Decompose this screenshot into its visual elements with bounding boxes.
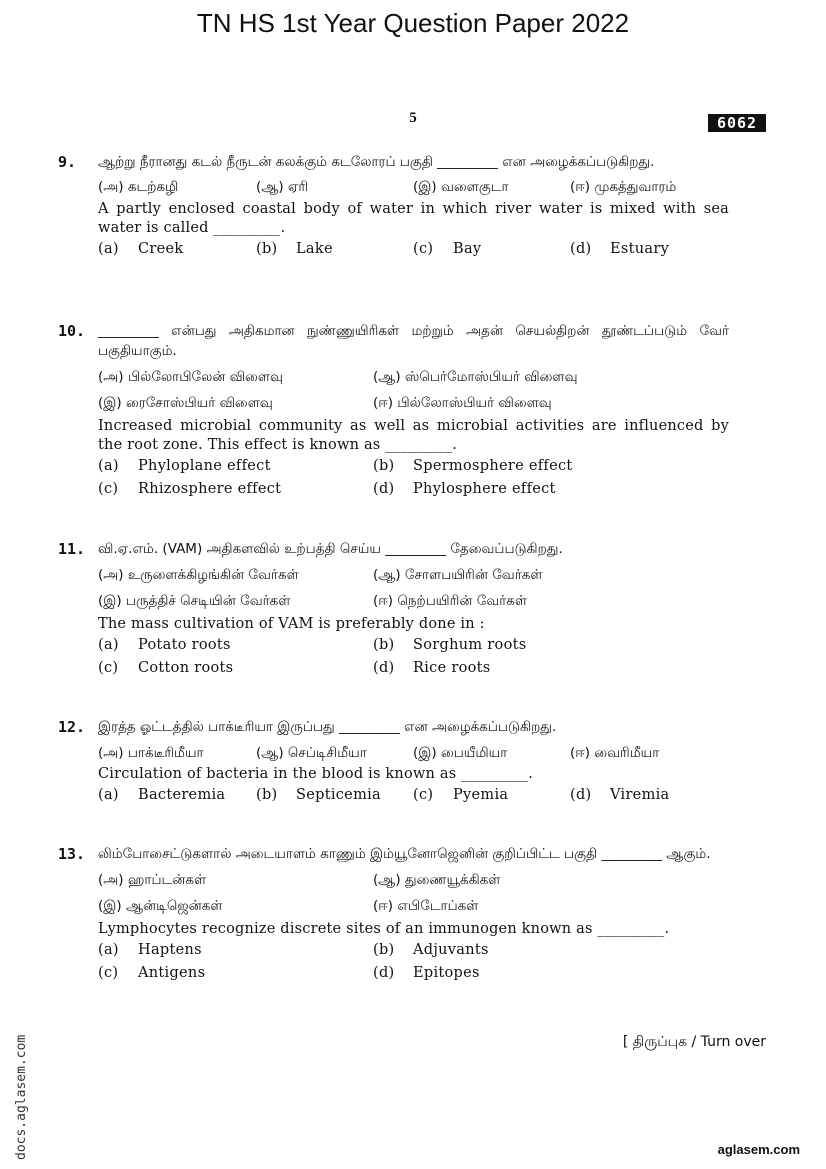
tamil-option: (ஆ) துணையூக்கிகள்	[373, 872, 501, 888]
question-number: 13.	[58, 845, 86, 863]
english-option: (d) Rice roots	[373, 660, 491, 676]
question-number: 10.	[58, 322, 86, 340]
tamil-question-text: ஆற்று நீரானது கடல் நீருடன் கலக்கும் கடலோரப் பகுதி _________ என அழைக்கப்படுகிறது.	[98, 154, 655, 170]
english-option: (a) Potato roots	[98, 637, 231, 653]
tamil-option: (அ) பில்லோபிலேன் விளைவு	[98, 369, 283, 385]
english-option: (b) Sorghum roots	[373, 637, 527, 653]
tamil-option: (இ) பருத்திச் செடியின் வேர்கள்	[98, 593, 291, 609]
english-option: (c) Antigens	[98, 965, 206, 981]
english-question-text: Increased microbial community as well as microbial activities are influenced by the root zone. This effect is known as _________.	[98, 418, 729, 453]
english-option: (a) Creek	[98, 241, 184, 257]
english-option: (c) Rhizosphere effect	[98, 481, 282, 497]
english-option: (a) Haptens	[98, 942, 202, 958]
tamil-options-row	[98, 361, 729, 389]
english-option: (d) Phylosphere effect	[373, 481, 556, 497]
tamil-option: (ஈ) வைரிமீயா	[570, 745, 660, 761]
english-question-text: The mass cultivation of VAM is preferably done in :	[98, 616, 485, 632]
side-watermark: docs.aglasem.com	[14, 1034, 29, 1160]
english-option: (d) Epitopes	[373, 965, 480, 981]
tamil-option: (இ) ரைசோஸ்பியர் விளைவு	[98, 395, 273, 411]
tamil-option: (அ) உருளைக்கிழங்கின் வேர்கள்	[98, 567, 299, 583]
tamil-options-row	[98, 737, 729, 765]
tamil-option: (ஈ) பில்லோஸ்பியர் விளைவு	[373, 395, 552, 411]
tamil-option: (இ) பையீமியா	[413, 745, 508, 761]
tamil-option: (அ) கடற்கழி	[98, 179, 179, 195]
english-option: (c) Pyemia	[413, 787, 509, 803]
tamil-option: (ஆ) செப்டிசிமீயா	[256, 745, 367, 761]
tamil-option: (ஆ) ஸ்பெர்மோஸ்பியர் விளைவு	[373, 369, 578, 385]
question-number: 9.	[58, 153, 77, 171]
tamil-options-row	[98, 559, 729, 587]
english-option: (a) Phyloplane effect	[98, 458, 271, 474]
tamil-options-row	[98, 892, 729, 920]
english-options-row	[98, 634, 729, 657]
tamil-options-row	[98, 587, 729, 615]
english-options-row	[98, 657, 729, 680]
english-option: (d) Viremia	[570, 787, 670, 803]
tamil-question-text: இரத்த ஓட்டத்தில் பாக்டீரியா இருப்பது _________ என அழைக்கப்படுகிறது.	[98, 719, 557, 735]
english-question-text: Lymphocytes recognize discrete sites of an immunogen known as _________.	[98, 921, 670, 937]
english-options-row	[98, 939, 729, 962]
tamil-option: (ஈ) எபிடோப்கள்	[373, 898, 479, 914]
english-options-row	[98, 478, 729, 501]
tamil-option: (ஆ) ஏரி	[256, 179, 309, 195]
footer-brand: aglasem.com	[717, 1142, 800, 1157]
english-question-text: Circulation of bacteria in the blood is known as _________.	[98, 766, 533, 782]
paper-code-badge: 6062	[708, 114, 766, 132]
tamil-option: (ஈ) முகத்துவாரம்	[570, 179, 677, 195]
tamil-option: (அ) பாக்டீரிமீயா	[98, 745, 204, 761]
tamil-options-row	[98, 864, 729, 892]
question-number: 11.	[58, 540, 86, 558]
turn-over-note: [ திருப்புக / Turn over	[622, 1034, 766, 1050]
english-options-row	[98, 962, 729, 985]
document-title: TN HS 1st Year Question Paper 2022	[196, 8, 630, 38]
tamil-question-text: வி.ஏ.எம். (VAM) அதிகளவில் உற்பத்தி செய்ய _________ தேவைப்படுகிறது.	[98, 541, 563, 557]
tamil-option: (அ) ஹாப்டன்கள்	[98, 872, 207, 888]
english-options-row	[98, 455, 729, 478]
english-question-text: A partly enclosed coastal body of water in which river water is mixed with sea water is called _________.	[98, 201, 729, 236]
tamil-option: (ஈ) நெற்பயிரின் வேர்கள்	[373, 593, 528, 609]
tamil-question-text: லிம்போசைட்டுகளால் அடையாளம் காணும் இம்யூனோஜெனின் குறிப்பிட்ட பகுதி _________ ஆகும்.	[98, 846, 711, 862]
english-option: (b) Adjuvants	[373, 942, 489, 958]
tamil-question-text: _________ என்பது அதிகமான நுண்ணுயிரிகள் மற்றும் அதன் செயல்திறன் தூண்டப்படும் வேர் பகுதியாகும்.	[98, 323, 729, 359]
question-number: 12.	[58, 718, 86, 736]
english-option: (c) Cotton roots	[98, 660, 234, 676]
tamil-options-row	[98, 389, 729, 417]
tamil-option: (இ) ஆன்டிஜென்கள்	[98, 898, 223, 914]
english-option: (b) Septicemia	[256, 787, 381, 803]
english-option: (c) Bay	[413, 241, 482, 257]
english-option: (a) Bacteremia	[98, 787, 226, 803]
english-options-row	[98, 238, 729, 261]
english-option: (b) Lake	[256, 241, 333, 257]
english-option: (d) Estuary	[570, 241, 670, 257]
tamil-option: (இ) வளைகுடா	[413, 179, 509, 195]
english-option: (b) Spermosphere effect	[373, 458, 573, 474]
page-number: 5	[409, 110, 417, 126]
tamil-options-row	[98, 172, 729, 200]
english-options-row	[98, 784, 729, 807]
tamil-option: (ஆ) சோளபயிரின் வேர்கள்	[373, 567, 543, 583]
